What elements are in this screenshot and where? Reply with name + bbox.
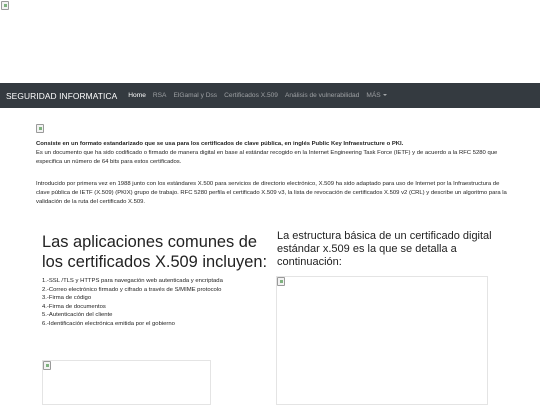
intro-bold-text: Consiste en un formato estandarizado que se usa para los certificados de clave pública, en inglés Public Key Infraestructure o PKI.: [36, 141, 404, 147]
applications-heading: Las aplicaciones comunes de los certificados X.509 incluyen:: [42, 233, 268, 271]
nav-item-home[interactable]: Home: [128, 92, 146, 99]
applications-image: [42, 360, 211, 405]
top-navbar: [0, 83, 540, 108]
nav-dropdown-mas[interactable]: [366, 92, 386, 99]
applications-section: [42, 232, 272, 329]
header-banner-image: [0, 0, 540, 82]
nav-item-analisis-vulnerabilidad[interactable]: Análisis de vulnerabilidad: [284, 92, 360, 99]
list-item: 6.-Identificación electrónica emitida por el gobierno: [42, 320, 175, 327]
list-item: 4.-Firma de documentos: [42, 303, 106, 310]
broken-image-icon: [36, 124, 44, 133]
nav-item-elgamal-dss[interactable]: ElGamal y Dss: [173, 92, 218, 99]
intro-section: [36, 140, 510, 220]
list-item: 1.-SSL /TLS y HTTPS para navegación web autenticada y encriptada: [42, 278, 223, 284]
broken-image-icon: [1, 1, 9, 10]
structure-image: [276, 276, 488, 405]
intro-paragraph: [36, 140, 510, 167]
structure-section: [277, 230, 512, 269]
history-paragraph: Introducido por primera vez en 1988 junto con los estándares X.500 para servicios de directorio electrónico, X.509 ha sido adaptado para uso de Internet por la Infraestructura de clave pública de IETF (X.509) (PKIX) grupo de trabajo. RFC 5280 perfila el certificado X.509 v3, la lista de revocación de certificados X.509 v2 (CRL) y describe un algoritmo para la validación de la ruta del certificado X.509.: [36, 181, 507, 205]
nav-dropdown-label: MÁS: [366, 92, 381, 99]
site-brand[interactable]: SEGURIDAD INFORMATICA: [6, 90, 118, 101]
list-item: 3.-Firma de código: [42, 295, 92, 302]
applications-list: [42, 277, 272, 329]
list-item: 5.-Autenticación del cliente: [42, 312, 113, 319]
intro-body-text: Es un documento que ha sido codificado o firmado de manera digital en base al estándar recogido en la Internet Engineering Task Force (IETF) y de acuerdo a la RFC 5280 que especifica un número de 64 bits para estos certificados.: [36, 150, 498, 165]
broken-image-icon: [277, 277, 285, 286]
caret-down-icon: [383, 94, 387, 96]
nav-item-rsa[interactable]: RSA: [152, 92, 167, 99]
broken-image-icon: [43, 361, 51, 370]
nav-item-certificados-x509[interactable]: Certificados X.509: [224, 92, 278, 99]
structure-heading: La estructura básica de un certificado digital estándar x.509 es la que se detalla a continuación:: [277, 230, 492, 268]
list-item: 2.-Correo electrónico firmado y cifrado a través de S/MIME protocolo: [42, 286, 222, 293]
